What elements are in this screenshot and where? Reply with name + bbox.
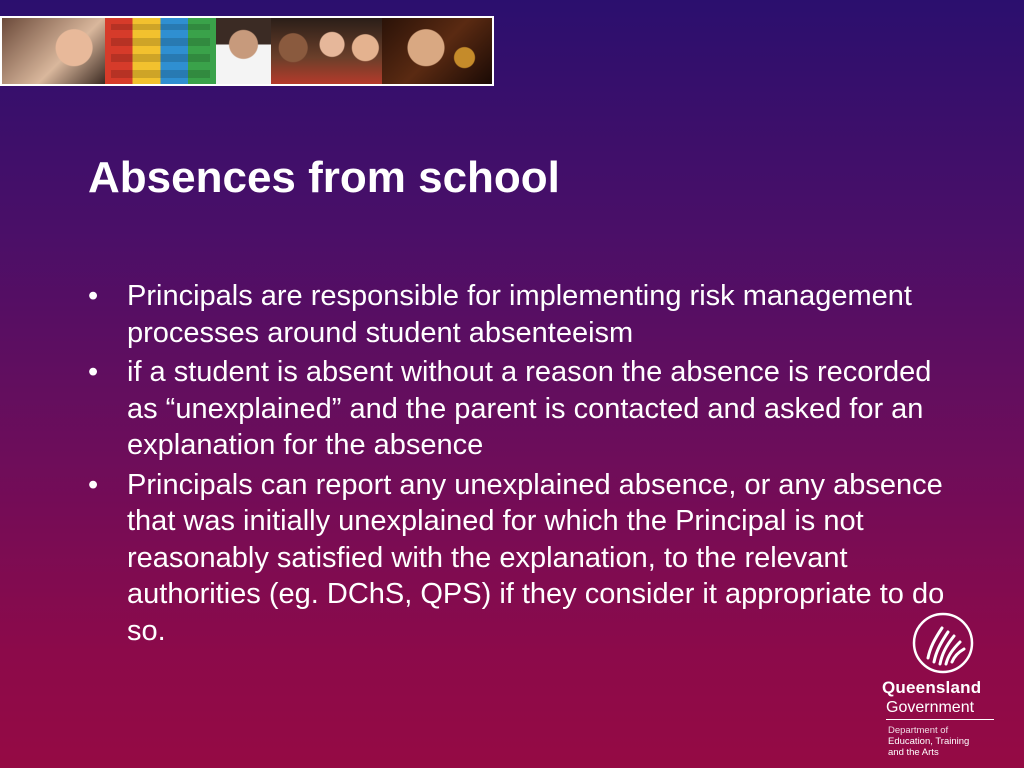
photo-children-group <box>271 18 381 84</box>
logo-department-line: and the Arts <box>888 747 939 758</box>
logo-department-line: Education, Training <box>888 736 970 747</box>
logo-government-text: Government <box>886 699 975 716</box>
bullet-list <box>88 278 948 652</box>
photo-student-lab <box>2 18 105 84</box>
photo-teacher <box>216 18 271 84</box>
photo-artwork-portraits <box>105 18 215 84</box>
photo-student-trumpet <box>382 18 492 84</box>
header-photo-strip <box>0 16 494 86</box>
logo-divider <box>886 719 994 720</box>
bullet-item <box>88 467 948 650</box>
bullet-icon: • <box>88 280 99 312</box>
bullet-text: Principals can report any unexplained absence, or any absence that was initially unexplained for which the Principal is not reasonably satisfied with the explanation, to the relevant authorities (eg. DChS, QPS) if they consider it appropriate to do so. <box>127 468 945 647</box>
logo-queensland-text: Queensland <box>882 678 982 697</box>
bullet-icon: • <box>88 356 99 388</box>
bullet-text: Principals are responsible for implementing risk management processes around student absenteeism <box>127 280 912 349</box>
bullet-text: if a student is absent without a reason the absence is recorded as “unexplained” and the parent is contacted and asked for an explanation for the absence <box>127 356 932 461</box>
bullet-icon: • <box>88 468 99 501</box>
bullet-item <box>88 354 948 464</box>
logo-department-text <box>888 725 1000 758</box>
logo-department-line: Department of <box>888 725 949 736</box>
bullet-item <box>88 278 948 351</box>
queensland-crest-icon <box>912 612 974 674</box>
slide-title: Absences from school <box>88 153 560 202</box>
